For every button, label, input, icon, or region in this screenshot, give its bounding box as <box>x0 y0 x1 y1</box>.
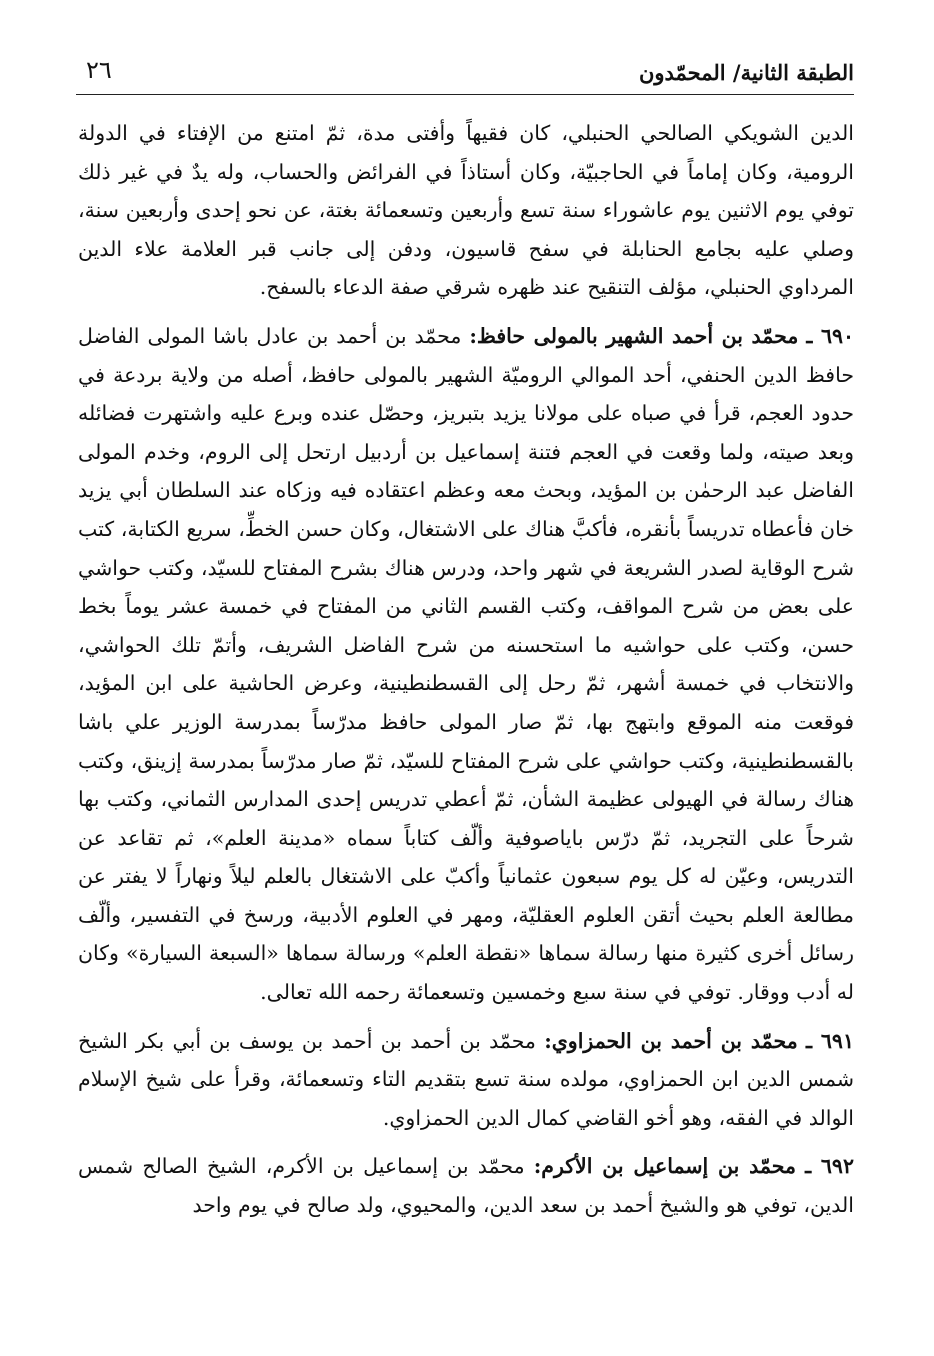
entry-number: ٦٩٢ ـ <box>805 1154 854 1179</box>
entry-text: محمّد بن أحمد بن عادل باشا المولى الفاضل حافظ الدين الحنفي، أحد الموالي الروميّة الشهير بالمولى حافظ، أصله من ولاية بردعة في حدود العجم، قرأ في صباه على مولانا يزيد بتبريز، وحصّل عنده وبرع عليه واشتهرت فضائله وبعد صيته، ولما وقعت في العجم فتنة إسماعيل بن أردبيل ارتحل إلى الروم، وخدم المولى الفاضل عبد الرحمٰن بن المؤيد، وبحث معه وعظم اعتقاده فيه وزكاه عند السلطان أبي يزيد خان فأعطاه تدريساً بأنقره، فأكبَّ هناك على الاشتغال، وكان حسن الخطِّ، سريع الكتابة، كتب شرح الوقاية لصدر الشريعة في شهر واحد، ودرس هناك بشرح المفتاح للسيّد، وكتب حواشي على بعض من شرح المواقف، وكتب القسم الثاني من المفتاح في خمسة عشر يوماً بخط حسن، وكتب على حواشيه ما استحسنه من شرح الفاضل الشريف، وأتمّ تلك الحواشي، والانتخاب في خمسة أشهر، ثمّ رحل إلى القسطنطينية، وعرض الحاشية على ابن المؤيد، فوقعت منه الموقع وابتهج بها، ثمّ صار المولى حافظ مدرّساً بمدرسة الوزير علي باشا بالقسطنطينية، وكتب حواشي على شرح المفتاح للسيّد، ثمّ صار مدرّساً بمدرسة إزينق، وكتب هناك رسالة في الهيولى عظيمة الشأن، ثمّ أعطي تدريس إحدى المدارس الثماني، وكتب بها شرحاً على التجريد، ثمّ درّس باياصوفية وألّف كتاباً سماه «مدينة العلم»، ثم تقاعد عن التدريس، وعيّن له كل يوم سبعون عثمانياً وأكبّ على الاشتغال بالعلم ليلاً ونهاراً لا يفتر عن مطالعة العلم بحيث أتقن العلوم العقليّة، ومهر في العلوم الأدبية، ورسخ في التفسير، وألّف رسائل أخرى كثيرة منها رسالة سماها «نقطة العلم» ورسالة سماها «السبعة السيارة» وكان له أدب ووقار. توفي في سنة سبع وخمسين وتسعمائة رحمه الله تعالى. <box>78 323 854 1005</box>
entry-text: محمّد بن إسماعيل بن الأكرم، الشيخ الصالح شمس الدين، توفي هو والشيخ أحمد بن سعد الدين، والمحيوي، ولد صالح في يوم واحد <box>78 1154 854 1218</box>
entry-text: محمّد بن أحمد بن أحمد بن يوسف بن أبي بكر الشيخ شمس الدين ابن الحمزاوي، مولده سنة تسع بتقديم التاء وتسعمائة، وقرأ على شيخ الإسلام الوالد في الفقه، وهو أخو القاضي كمال الدين الحمزاوي. <box>78 1028 854 1130</box>
entry-heading: محمّد بن أحمد الشهير بالمولى حافظ: <box>469 323 799 348</box>
entry-heading: محمّد بن أحمد بن الحمزاوي: <box>544 1028 798 1053</box>
paragraph-text: الدين الشويكي الصالحي الحنبلي، كان فقيهاً وأفتى مدة، ثمّ امتنع من الإفتاء في الدولة الرومية، وكان إماماً في الحاجبيّة، وكان أستاذاً في الفرائض والحساب، وله يدٌ في غير ذلك توفي يوم الاثنين يوم عاشوراء سنة تسع وأربعين وتسعمائة بغتة، عن نحو إحدى وأربعين سنة، وصلي عليه بجامع الحنابلة في سفح قاسيون، ودفن إلى جانب قبر العلامة علاء الدين المرداوي الحنبلي، مؤلف التنقيح عند ظهره شرقي صفة الدعاء بالسفح. <box>78 121 854 300</box>
page-body <box>78 114 854 1235</box>
entry-number: ٦٩٠ ـ <box>806 323 854 348</box>
running-title: الطبقة الثانية/ المحمّدون <box>638 60 854 85</box>
paragraph-continuation <box>78 114 854 307</box>
page-header <box>76 54 854 95</box>
entry-690 <box>78 317 854 1012</box>
entry-691 <box>78 1022 854 1138</box>
entry-heading: محمّد بن إسماعيل بن الأكرم: <box>533 1154 796 1179</box>
entry-number: ٦٩١ ـ <box>806 1028 854 1053</box>
page-number: ٢٦ <box>86 56 112 84</box>
entry-692 <box>78 1147 854 1224</box>
